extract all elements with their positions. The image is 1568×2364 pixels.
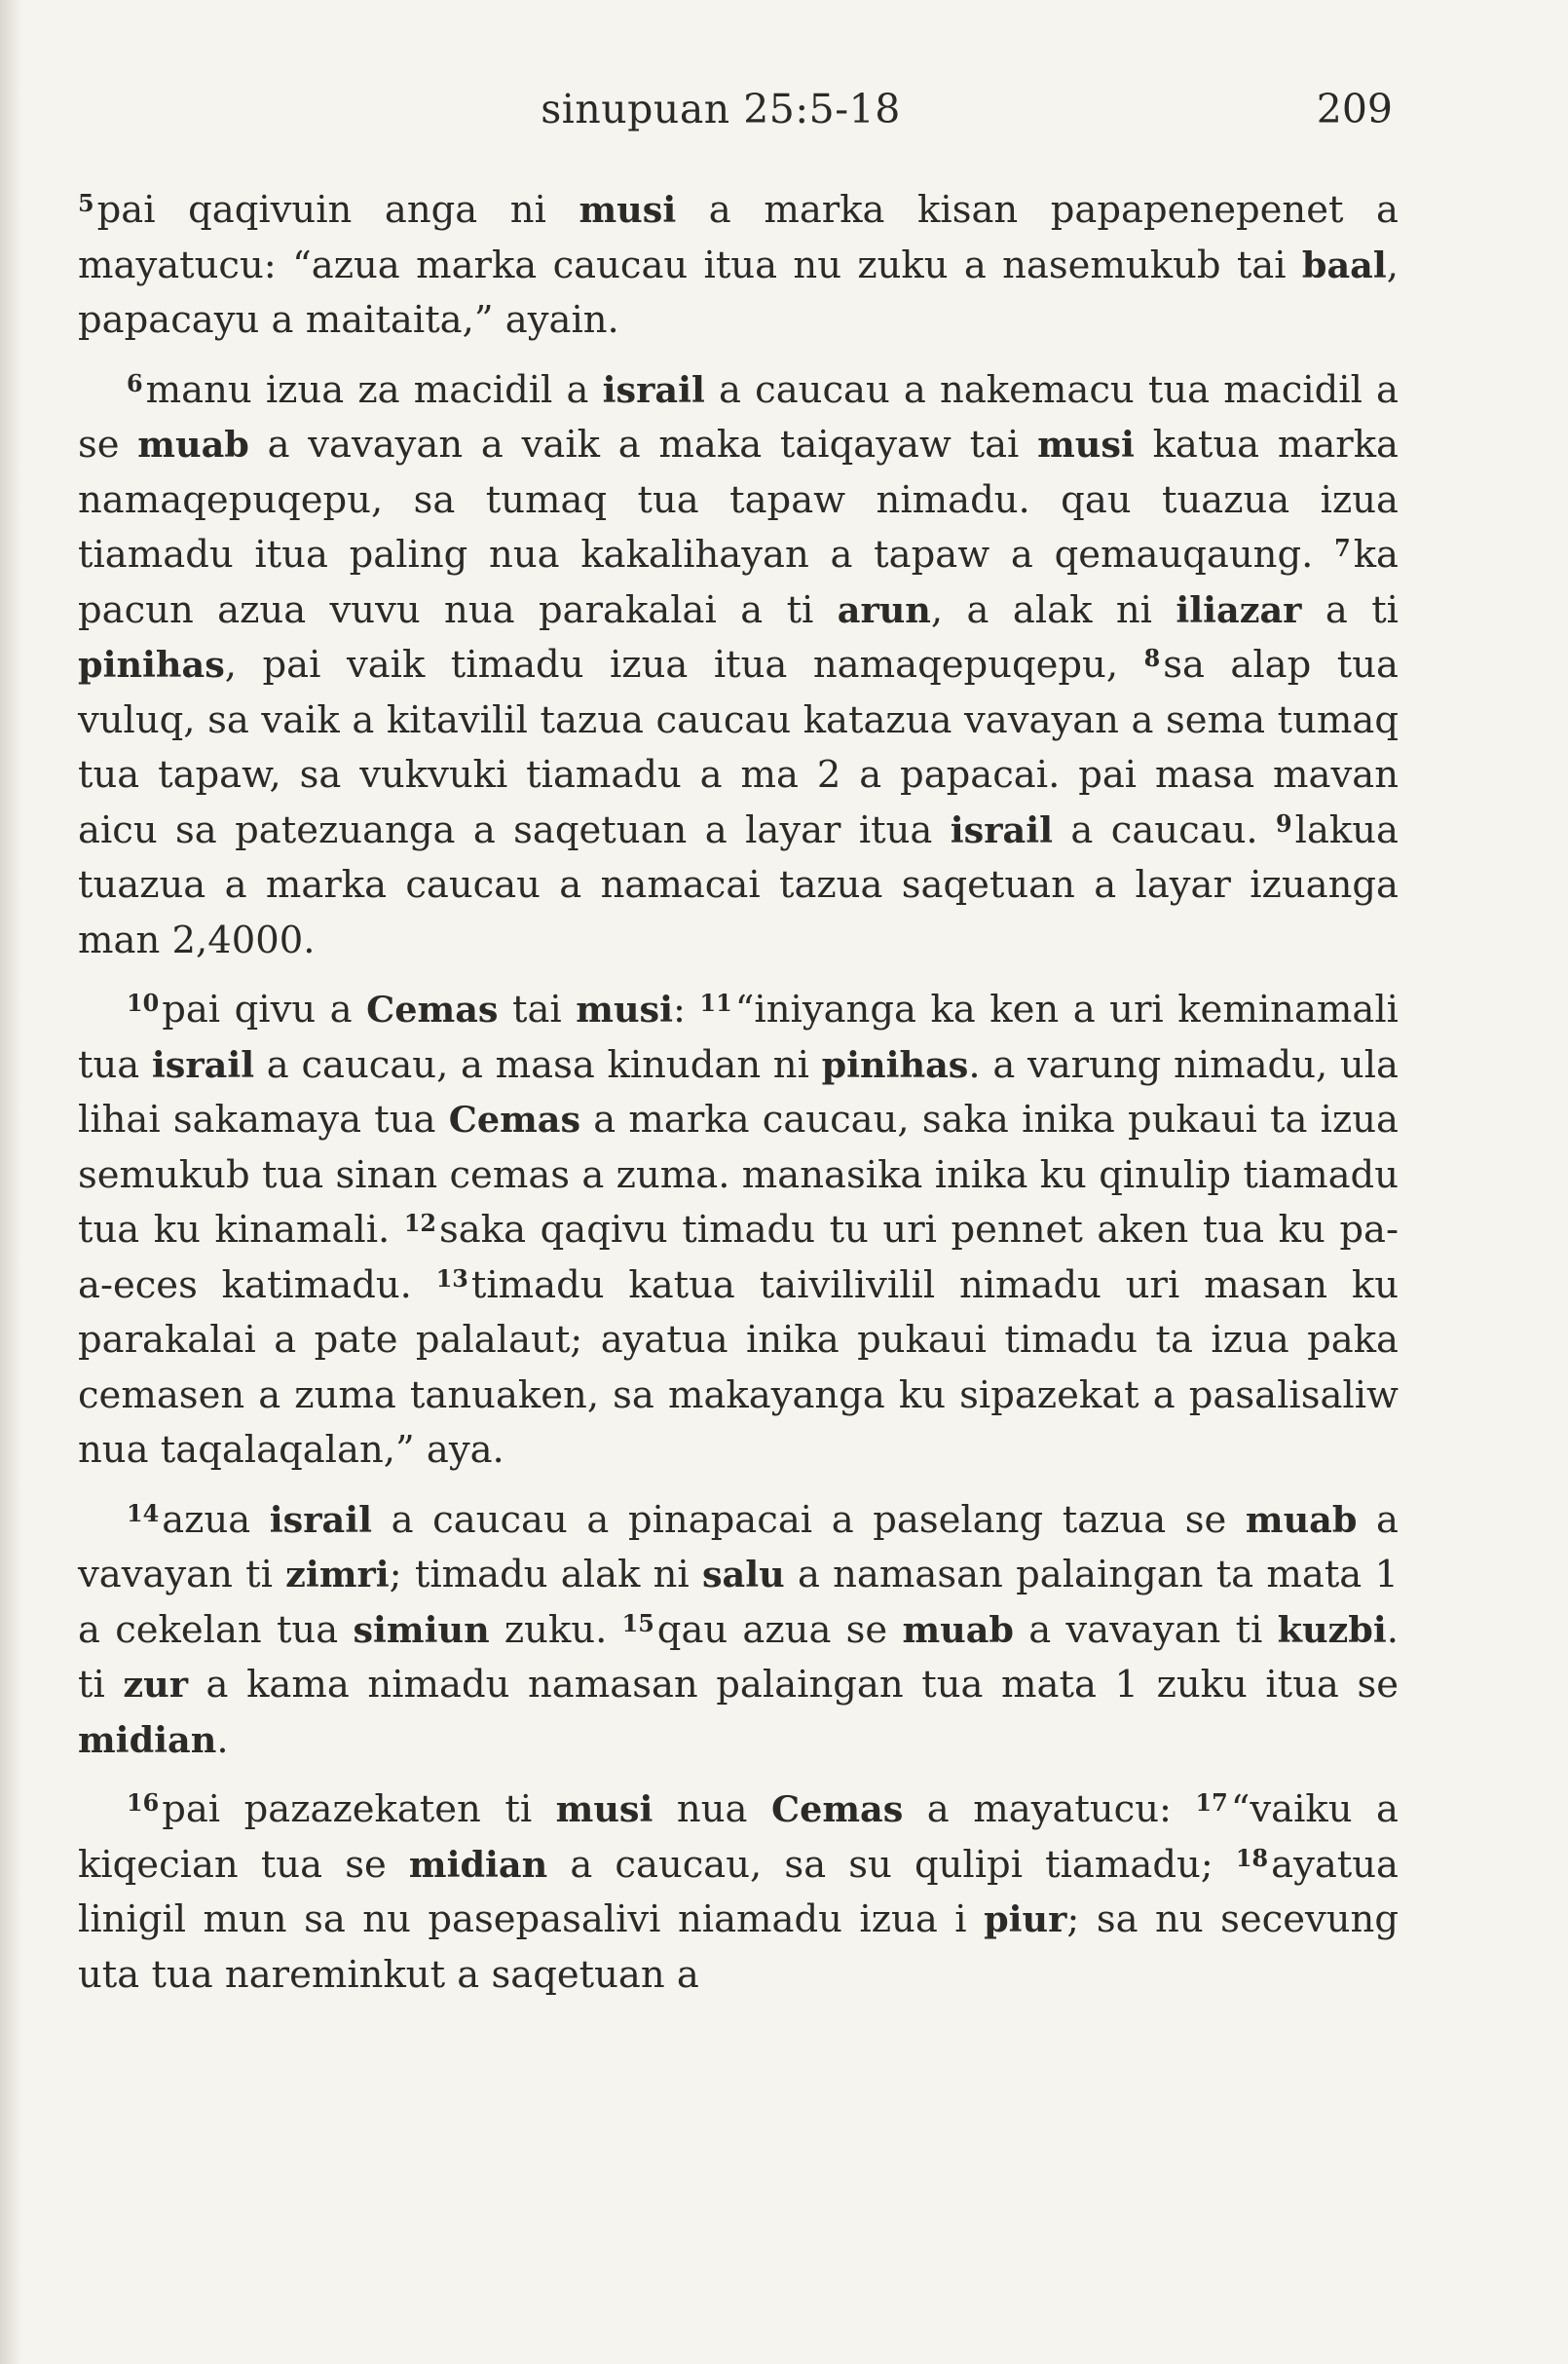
paragraph xyxy=(78,183,1399,349)
bold-name: Cemas xyxy=(770,1788,904,1830)
text-run: zuku. xyxy=(489,1607,622,1652)
paragraph xyxy=(78,1493,1399,1769)
verse-number: 15 xyxy=(621,1609,654,1637)
bold-name: muab xyxy=(902,1608,1014,1651)
verse-number: 11 xyxy=(699,990,732,1018)
text-run: lakua tuazua a marka caucau a namacai tazua saqetuan a layar izuanga man 2,4000. xyxy=(78,807,1399,962)
text-run: a caucau, sa su qulipi tiamadu; xyxy=(547,1842,1236,1887)
bold-name: midian xyxy=(78,1718,217,1761)
bold-name: Cemas xyxy=(448,1099,581,1141)
verse-number: 6 xyxy=(127,369,143,397)
bold-name: iliazar xyxy=(1176,588,1302,631)
text-run: . ti xyxy=(78,1607,1399,1707)
text-run: a marka kisan papapenepenet a mayatucu: “azua marka caucau itua nu zuku a nasemukub tai xyxy=(78,188,1399,287)
verse-number: 5 xyxy=(78,190,94,218)
bold-name: midian xyxy=(408,1843,548,1886)
paragraph xyxy=(78,1782,1399,2003)
verse-number: 13 xyxy=(435,1264,468,1293)
text-run: tai xyxy=(498,988,577,1032)
bold-name: baal xyxy=(1301,244,1387,286)
text-run: . a varung nimadu, ula lihai sakamaya tua xyxy=(78,1042,1399,1142)
bold-name: musi xyxy=(579,189,677,231)
verse-number: 7 xyxy=(1334,535,1351,563)
text-run: ; sa nu secevung uta tua nareminkut a saqetuan a xyxy=(78,1897,1399,1997)
bold-name: kuzbi xyxy=(1277,1608,1387,1651)
bold-name: zimri xyxy=(285,1554,390,1595)
bold-name: piur xyxy=(984,1898,1067,1940)
bold-name: israil xyxy=(950,808,1054,851)
text-run: katua marka namaqepuqepu, sa tumaq tua tapaw nimadu. qau tuazua izua tiamadu itua paling nua kakalihayan a tapaw a qemauqaung. xyxy=(78,423,1399,577)
bold-name: pinihas xyxy=(821,1043,969,1086)
verse-number: 10 xyxy=(127,990,160,1018)
bold-name: israil xyxy=(151,1043,255,1086)
text-run: a namasan palaingan ta mata 1 a cekelan tua xyxy=(78,1553,1399,1652)
bold-name: salu xyxy=(701,1554,785,1595)
text-run: a kama nimadu namasan palaingan tua mata 1 zuku itua se xyxy=(187,1663,1399,1707)
bold-name: musi xyxy=(576,989,674,1031)
text-run: pai qaqivuin anga ni xyxy=(96,188,579,232)
text-run: , pai vaik timadu izua itua namaqepuqepu, xyxy=(224,643,1144,687)
text-run: a ti xyxy=(1301,587,1399,632)
bold-name: musi xyxy=(1037,424,1135,466)
paragraph xyxy=(78,983,1399,1479)
text-run: , a alak ni xyxy=(930,587,1176,632)
verse-number: 8 xyxy=(1143,645,1161,673)
text-run: ; timadu alak ni xyxy=(389,1553,702,1596)
bold-name: arun xyxy=(837,588,931,631)
text-run: a vavayan ti xyxy=(78,1497,1399,1596)
text-run: qau azua se xyxy=(656,1607,903,1652)
running-head: sinupuan 25:5-18 xyxy=(541,86,901,132)
verse-number: 16 xyxy=(127,1789,160,1818)
text-run: sa alap tua vuluq, sa vaik a kitavilil tazua caucau katazua vavayan a sema tumaq tua tapaw, sa vukvuki tiamadu a ma 2 a papacai. pai masa mavan aicu sa patezuanga a saqetuan a layar itua xyxy=(78,643,1399,852)
verse-number: 18 xyxy=(1235,1844,1269,1872)
text-run: , papacayu a maitaita,” ayain. xyxy=(78,243,1399,342)
text-run: “iniyanga ka ken a uri keminamali tua xyxy=(78,988,1399,1087)
page-number: 209 xyxy=(1316,86,1393,132)
page-gutter-shadow xyxy=(0,0,21,2364)
text-run: a caucau a pinapacai a paselang tazua se xyxy=(372,1497,1246,1542)
text-run: pai pazazekaten ti xyxy=(162,1787,556,1831)
body-text xyxy=(78,183,1399,2003)
bold-name: zur xyxy=(123,1664,188,1706)
text-run: a vavayan a vaik a maka taiqayaw tai xyxy=(248,423,1038,467)
text-run: azua xyxy=(162,1497,270,1542)
verse-number: 12 xyxy=(403,1210,437,1238)
text-run: ka pacun azua vuvu nua parakalai a ti xyxy=(78,533,1399,632)
text-run: saka qaqivu timadu tu uri pennet aken tua ku pa-a-eces katimadu. xyxy=(78,1208,1399,1307)
text-run: a mayatucu: xyxy=(903,1787,1196,1831)
bold-name: muab xyxy=(1245,1498,1358,1541)
verse-number: 17 xyxy=(1195,1789,1228,1818)
page-header xyxy=(0,86,1568,144)
text-run: manu izua za macidil a xyxy=(145,367,603,412)
text-run: a caucau. xyxy=(1053,807,1277,852)
verse-number: 14 xyxy=(127,1499,160,1527)
text-run: “vaiku a kiqecian tua se xyxy=(78,1787,1400,1887)
bold-name: Cemas xyxy=(366,989,499,1031)
text-run: ayatua linigil mun sa nu pasepasalivi niamadu izua i xyxy=(78,1842,1399,1941)
text-run: a caucau a nakemacu tua macidil a se xyxy=(78,367,1399,467)
text-run: a vavayan ti xyxy=(1013,1607,1278,1652)
text-run: timadu katua taivilivilil nimadu uri masan ku parakalai a pate palalaut; ayatua inika pukaui timadu ta izua paka cemasen a zuma tanuaken, sa makayanga ku sipazekat a pasalisaliw nua taqalaqalan,” aya. xyxy=(78,1262,1399,1472)
bold-name: israil xyxy=(602,368,705,411)
text-run: pai qivu a xyxy=(162,988,367,1032)
text-run: nua xyxy=(653,1787,771,1831)
bold-name: musi xyxy=(555,1788,653,1830)
text-run: . xyxy=(216,1717,229,1762)
bold-name: pinihas xyxy=(78,644,225,686)
verse-number: 9 xyxy=(1276,809,1292,838)
bold-name: muab xyxy=(137,424,249,466)
bold-name: israil xyxy=(269,1498,373,1541)
text-run: : xyxy=(673,988,700,1032)
bold-name: simiun xyxy=(353,1608,490,1651)
paragraph xyxy=(78,363,1399,969)
text-run: a marka caucau, saka inika pukaui ta izua semukub tua sinan cemas a zuma. manasika inika ku qinulip tiamadu tua ku kinamali. xyxy=(78,1098,1400,1252)
text-run: a caucau, a masa kinudan ni xyxy=(254,1042,822,1087)
